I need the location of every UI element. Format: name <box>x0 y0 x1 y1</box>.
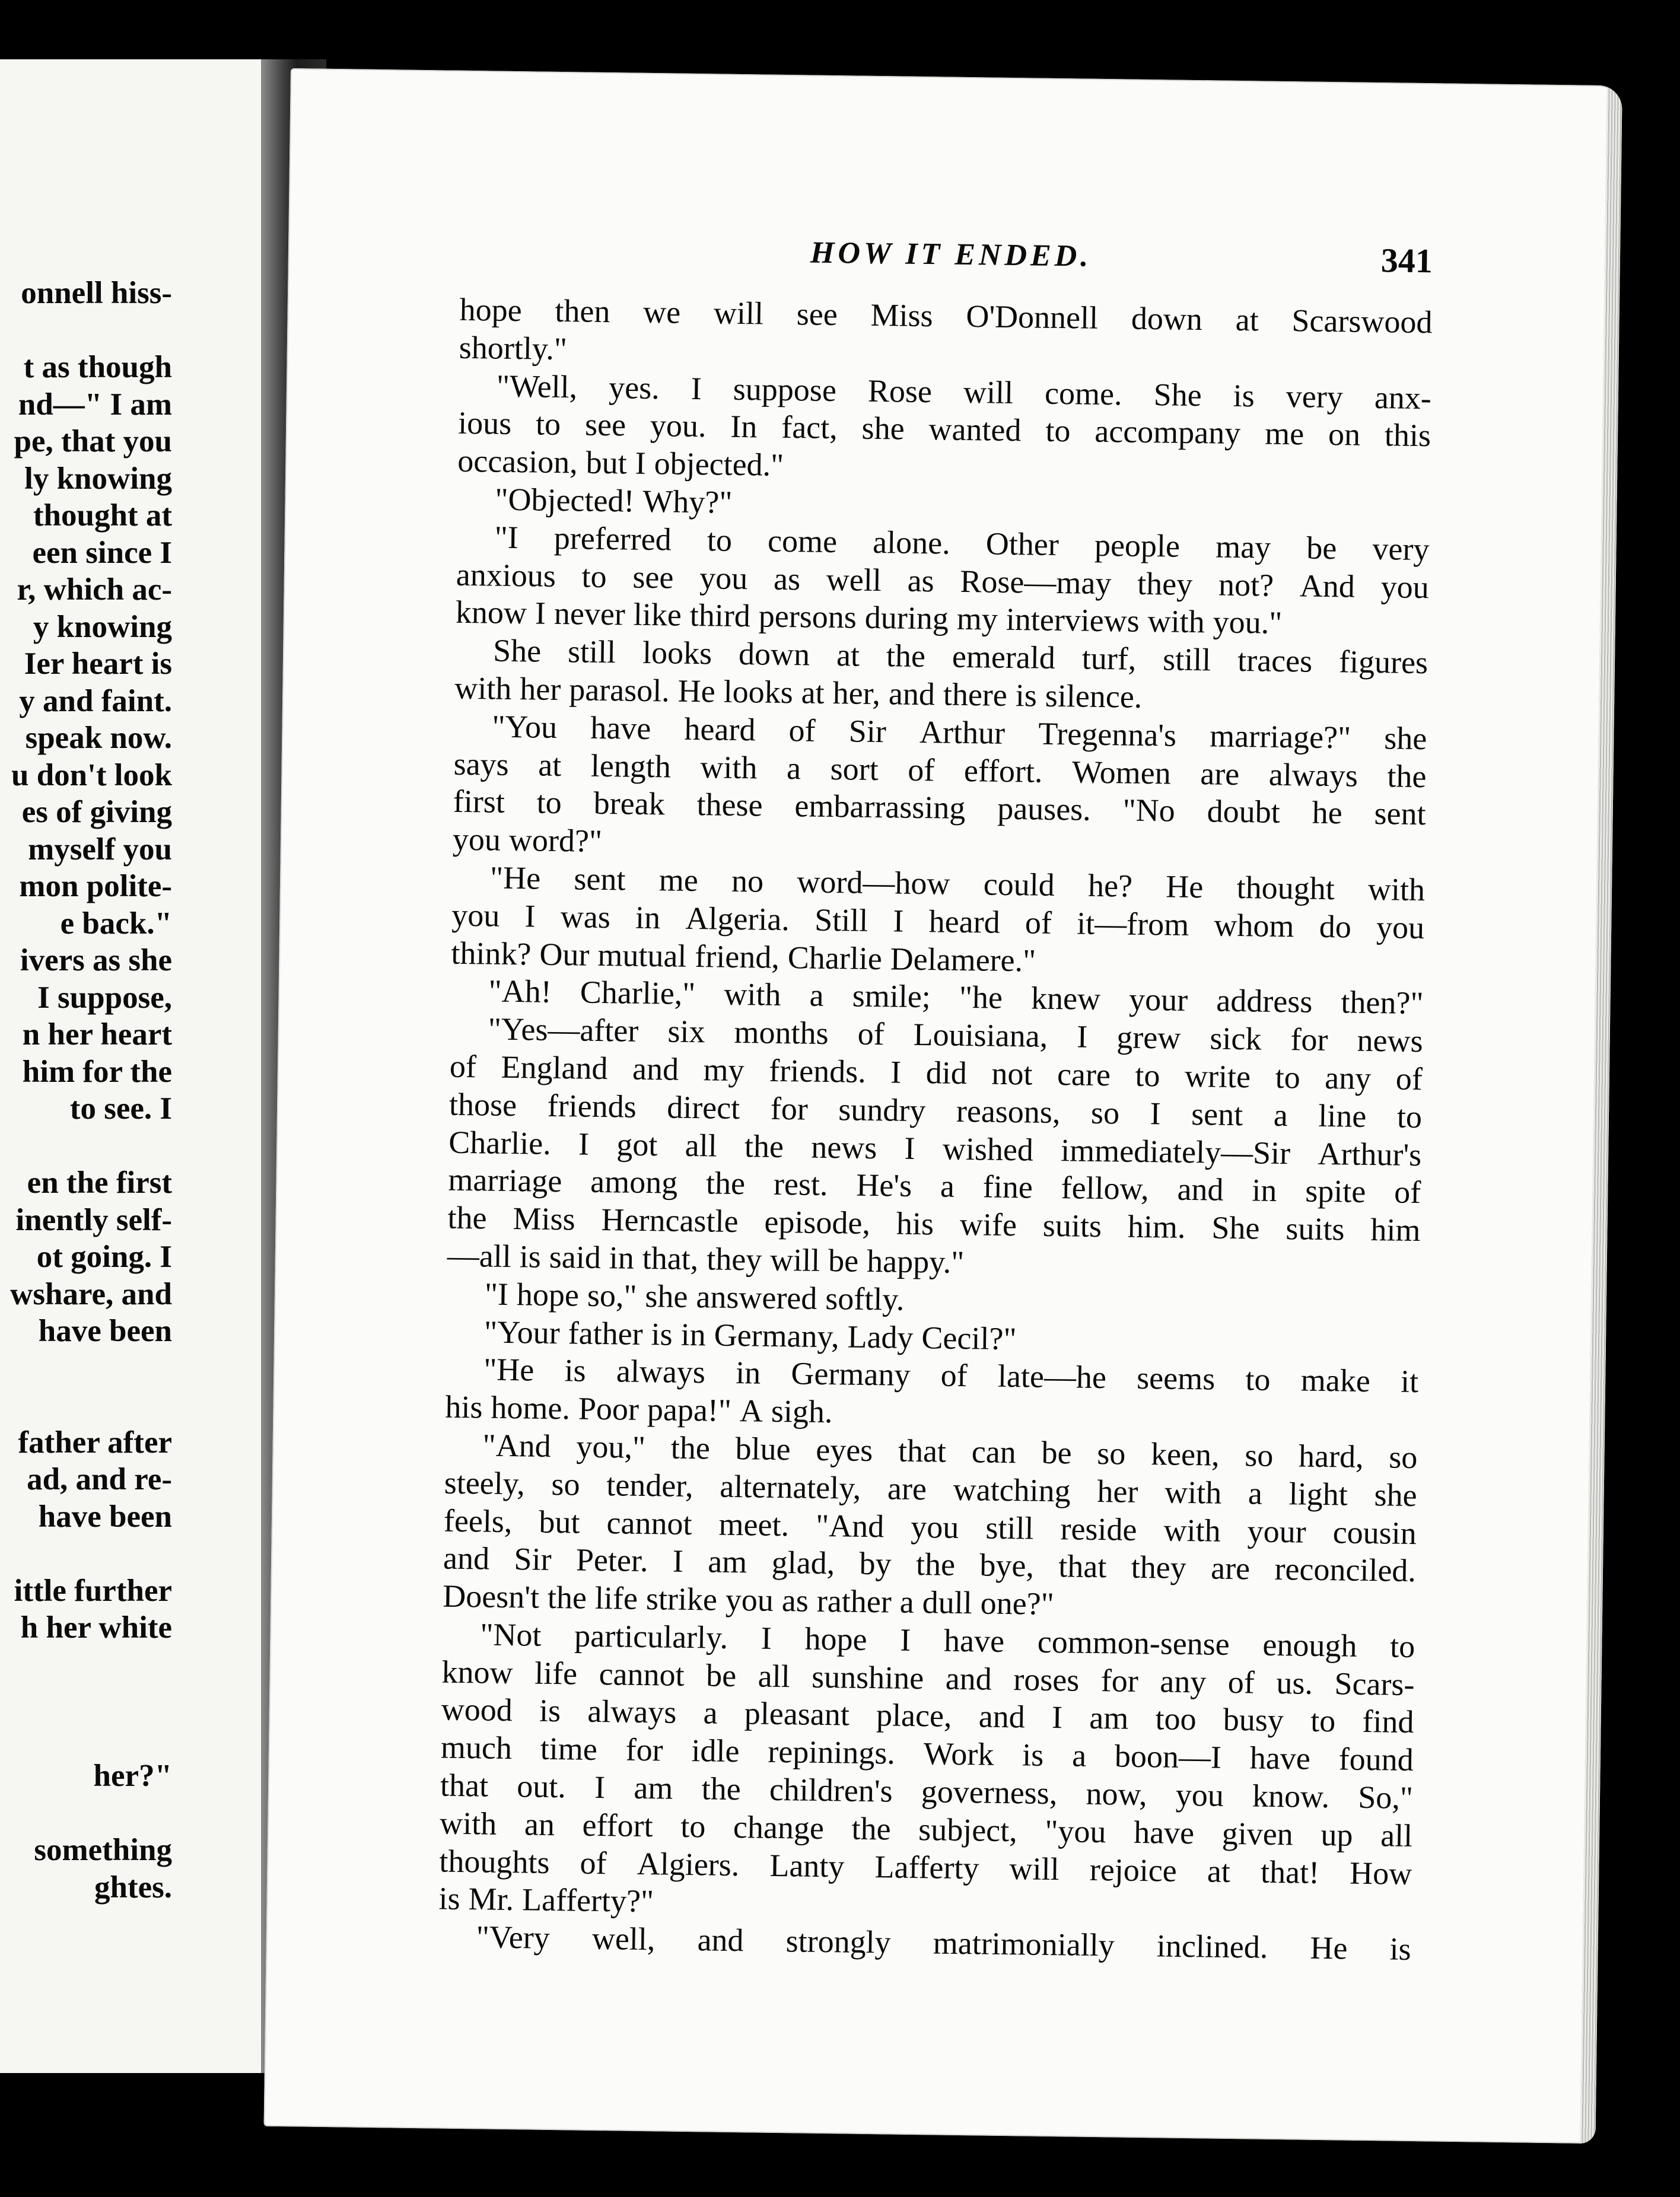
text-line: wood is always a pleasant place, and I am too busy to find <box>441 1692 1414 1740</box>
left-page-line: speak now. <box>25 721 172 755</box>
running-head: HOW IT ENDED. <box>810 235 1092 273</box>
left-page-line: u don't look <box>11 757 172 792</box>
text-line: "And you," the blue eyes that can be so keen, so hard, so <box>482 1427 1418 1475</box>
text-line: "I preferred to come alone. Other people may be very <box>494 519 1430 567</box>
text-line: Charlie. I got all the news I wished immediately—Sir Arthur's <box>448 1124 1422 1173</box>
text-line: anxious to see you as well as Rose—may they not? And you <box>456 556 1430 605</box>
left-page-line: mon polite- <box>19 869 172 903</box>
text-line: those friends direct for sundry reasons, so I sent a line to <box>448 1086 1423 1135</box>
text-line: "He sent me no word—how could he? He thought with <box>489 859 1426 908</box>
left-page-line: have been <box>38 1314 172 1348</box>
text-line: "Objected! Why?" <box>495 481 733 520</box>
text-line: hope then we will see Miss O'Donnell down at Scarswood <box>459 291 1433 340</box>
left-page-line: onnell hiss- <box>21 276 172 310</box>
left-page-line: father after <box>18 1425 172 1460</box>
left-page-line: thought at <box>33 498 172 533</box>
page-edges <box>1580 85 1622 2144</box>
left-page-line: I suppose, <box>37 980 172 1015</box>
text-line: "Ah! Charlie," with a smile; "he knew your address then?" <box>488 973 1424 1021</box>
left-page-line: y and faint. <box>19 683 172 718</box>
text-line: much time for idle repinings. Work is a boon—I have found <box>440 1729 1414 1778</box>
left-page-line: pe, that you <box>14 424 172 458</box>
text-line: you word?" <box>452 821 603 859</box>
text-line: "Yes—after six months of Louisiana, I grew sick for news <box>488 1011 1423 1059</box>
left-page-line: es of giving <box>21 795 172 829</box>
left-page-line: Ier heart is <box>24 647 172 681</box>
left-page-line: ly knowing <box>24 461 172 496</box>
left-page-line: ad, and re- <box>27 1462 172 1496</box>
text-line: with an effort to change the subject, "you have given up all <box>439 1805 1413 1854</box>
text-line: says at length with a sort of effort. Women are always the <box>453 746 1427 794</box>
left-page-line: en the first <box>27 1166 172 1200</box>
left-page-line: to see. I <box>69 1091 172 1126</box>
left-page-line: something <box>34 1833 172 1867</box>
body-text <box>438 291 1433 1969</box>
left-page <box>0 59 261 2073</box>
text-line: "Not particularly. I hope I have common-sense enough to <box>480 1616 1415 1664</box>
left-page-line: him for the <box>22 1054 172 1089</box>
text-line: "You have heard of Sir Arthur Tregenna's marriage?" she <box>492 708 1427 756</box>
left-page-line: y knowing <box>33 609 172 644</box>
left-page-line: have been <box>38 1499 172 1534</box>
text-line: the Miss Herncastle episode, his wife suits him. She suits him <box>447 1199 1421 1249</box>
right-page <box>264 68 1622 2144</box>
text-line: that out. I am the children's governess, now, you know. So," <box>440 1767 1414 1816</box>
text-line: "Very well, and strongly matrimonially inclined. He is <box>476 1919 1412 1967</box>
text-line: and Sir Peter. I am glad, by the bye, that they are reconciled. <box>443 1540 1417 1589</box>
left-page-line: inently self- <box>15 1202 172 1237</box>
text-line: think? Our mutual friend, Charlie Delamere." <box>451 935 1036 979</box>
left-page-line: myself you <box>28 832 172 867</box>
text-line: feels, but cannot meet. "And you still reside with your cousin <box>443 1502 1417 1551</box>
left-page-line: ivers as she <box>20 943 172 977</box>
text-line: "Your father is in Germany, Lady Cecil?" <box>483 1313 1017 1357</box>
left-page-line: een since I <box>32 535 172 570</box>
left-page-line: wshare, and <box>10 1276 172 1311</box>
text-line: Doesn't the life strike you as rather a dull one?" <box>442 1578 1055 1622</box>
left-page-line: her?" <box>93 1759 172 1793</box>
text-line: know life cannot be all sunshine and roses for any of us. Scars- <box>441 1654 1415 1702</box>
text-line: ious to see you. In fact, she wanted to accompany me on this <box>457 405 1431 454</box>
page-number: 341 <box>1380 241 1433 281</box>
text-line: thoughts of Algiers. Lanty Lafferty will rejoice at that! How <box>439 1843 1412 1892</box>
left-page-line: t as though <box>23 350 172 384</box>
left-page-line: ittle further <box>14 1573 172 1608</box>
text-line: you I was in Algeria. Still I heard of it—from whom do you <box>451 897 1425 945</box>
text-line: occasion, but I objected." <box>457 442 784 483</box>
text-line: marriage among the rest. He's a fine fellow, and in spite of <box>448 1161 1421 1211</box>
left-page-line: nd—" I am <box>18 387 172 422</box>
left-page-line: ot going. I <box>36 1240 172 1274</box>
text-line: is Mr. Lafferty?" <box>438 1881 654 1919</box>
text-line: "Well, yes. I suppose Rose will come. She is very anx- <box>496 368 1432 416</box>
text-line: "I hope so," she answered softly. <box>484 1276 905 1317</box>
left-page-line: h her white <box>20 1610 172 1645</box>
text-line: "He is always in Germany of late—he seems to make it <box>483 1351 1419 1400</box>
text-line: steely, so tender, alternately, are watching her with a light she <box>444 1464 1417 1513</box>
text-line: —all is said in that, they will be happy." <box>447 1237 965 1280</box>
text-line: his home. Poor papa!" A sigh. <box>445 1389 833 1430</box>
text-line: of England and my friends. I did not care to write to any of <box>449 1048 1423 1097</box>
text-line: know I never like third persons during my interviews with you." <box>455 594 1283 641</box>
text-line: She still looks down at the emerald turf, still traces figures <box>492 632 1428 681</box>
left-page-line: n her heart <box>22 1017 172 1052</box>
left-page-line: r, which ac- <box>17 572 172 607</box>
left-page-line: ghtes. <box>94 1870 172 1905</box>
left-page-line: e back." <box>60 906 172 941</box>
text-line: first to break these embarrassing pauses. "No doubt he sent <box>453 784 1426 832</box>
text-line: shortly." <box>459 329 568 367</box>
text-line: with her parasol. He looks at her, and there is silence. <box>454 670 1143 715</box>
